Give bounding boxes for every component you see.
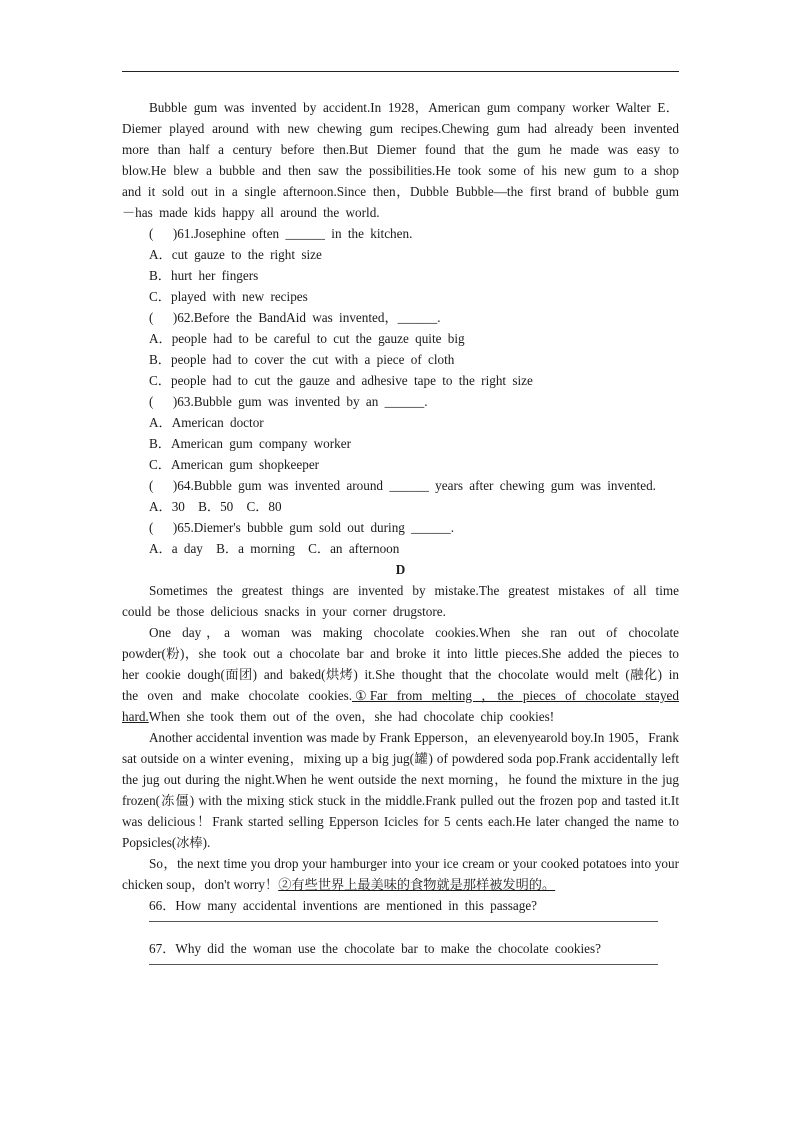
passage-d-paragraph-3: Another accidental invention was made by Frank Epperson，an elevenyearold boy.In 1905，Frank sat outside on a winter evening，mixing up a big jug(罐) of powdered soda pop.Frank accidentally left the jug out during the night.When he went outside the next morning，he found the mixture in the jug frozen(冻僵) with the mixing stick stuck in the middle.Frank pulled out the frozen pop and tasted it.It was delicious！Frank started selling Epperson Icicles for 5 cents each.He later changed the name to Popsicles(冰棒). <box>122 730 679 850</box>
question-text: 67．Why did the woman use the chocolate bar to make the chocolate cookies? <box>149 941 601 956</box>
passage-d-paragraph-4 <box>122 853 679 895</box>
question-stem: ( )63.Bubble gum was invented by an ______. <box>149 394 428 409</box>
option-c[interactable]: C．people had to cut the gauze and adhesive tape to the right size <box>149 373 533 388</box>
option-a[interactable]: A．American doctor <box>149 415 264 430</box>
underlined-sentence-1: ①Far from melting ，the pieces of chocolate stayed hard. <box>122 688 679 724</box>
paragraph-text: One day，a woman was making chocolate cookies.When she ran out of chocolate powder(粉)，she took out a chocolate bar and broke it into little pieces.She added the pieces to her cookie dough(面团) and baked(烘烤) it.She thought that the chocolate would melt (融化) in the oven and make chocolate cookies. <box>122 625 679 703</box>
passage-d-paragraph-2 <box>122 622 679 727</box>
question-stem: ( )61.Josephine often ______ in the kitchen. <box>149 226 413 241</box>
worksheet-page <box>122 97 679 981</box>
paragraph-text: So，the next time you drop your hamburger into your ice cream or your cooked potatoes into your chicken soup，don't worry！ <box>122 856 679 892</box>
option-b[interactable]: B．hurt her fingers <box>149 268 259 283</box>
question-stem: ( )64.Bubble gum was invented around ______ years after chewing gum was invented. <box>149 478 656 493</box>
paragraph-text: When she took them out of the oven，she had chocolate chip cookies! <box>148 709 555 724</box>
passage-d-paragraph-1: Sometimes the greatest things are invented by mistake.The greatest mistakes of all time could be those delicious snacks in your corner drugstore. <box>122 583 679 619</box>
answer-line[interactable] <box>149 964 658 965</box>
option-c[interactable]: C．played with new recipes <box>149 289 308 304</box>
short-answer-66 <box>122 895 679 922</box>
question-64 <box>122 475 679 517</box>
underlined-sentence-2: ②有些世界上最美味的食物就是那样被发明的。 <box>278 877 556 892</box>
question-63 <box>122 391 679 475</box>
option-c[interactable]: C．American gum shopkeeper <box>149 457 320 472</box>
answer-line[interactable] <box>149 921 658 922</box>
passage-d-heading: D <box>395 562 406 577</box>
question-62 <box>122 307 679 391</box>
option-a[interactable]: A．people had to be careful to cut the gauze quite big <box>149 331 465 346</box>
question-61 <box>122 223 679 307</box>
question-65 <box>122 517 679 559</box>
option-b[interactable]: B．American gum company worker <box>149 436 351 451</box>
option-b[interactable]: B．people had to cover the cut with a piece of cloth <box>149 352 455 367</box>
options-row[interactable]: A．30 B．50 C．80 <box>149 499 282 514</box>
options-row[interactable]: A．a day B．a morning C．an afternoon <box>149 541 400 556</box>
question-stem: ( )65.Diemer's bubble gum sold out during ______. <box>149 520 455 535</box>
passage-c-final-paragraph: Bubble gum was invented by accident.In 1928，American gum company worker Walter E．Diemer played around with new chewing gum recipes.Chewing gum had already been invented more than half a century before then.But Diemer found that the gum he made was easy to blow.He blew a bubble and then saw the possibilities.He took some of his new gum to a shop and it sold out in a single afternoon.Since then，Dubble Bubble—the first brand of bubble gum－has made kids happy all around the world. <box>122 100 679 220</box>
header-rule <box>122 71 679 72</box>
question-stem: ( )62.Before the BandAid was invented，______. <box>149 310 441 325</box>
short-answer-67 <box>122 938 679 965</box>
question-text: 66．How many accidental inventions are mentioned in this passage? <box>149 898 538 913</box>
option-a[interactable]: A．cut gauze to the right size <box>149 247 322 262</box>
